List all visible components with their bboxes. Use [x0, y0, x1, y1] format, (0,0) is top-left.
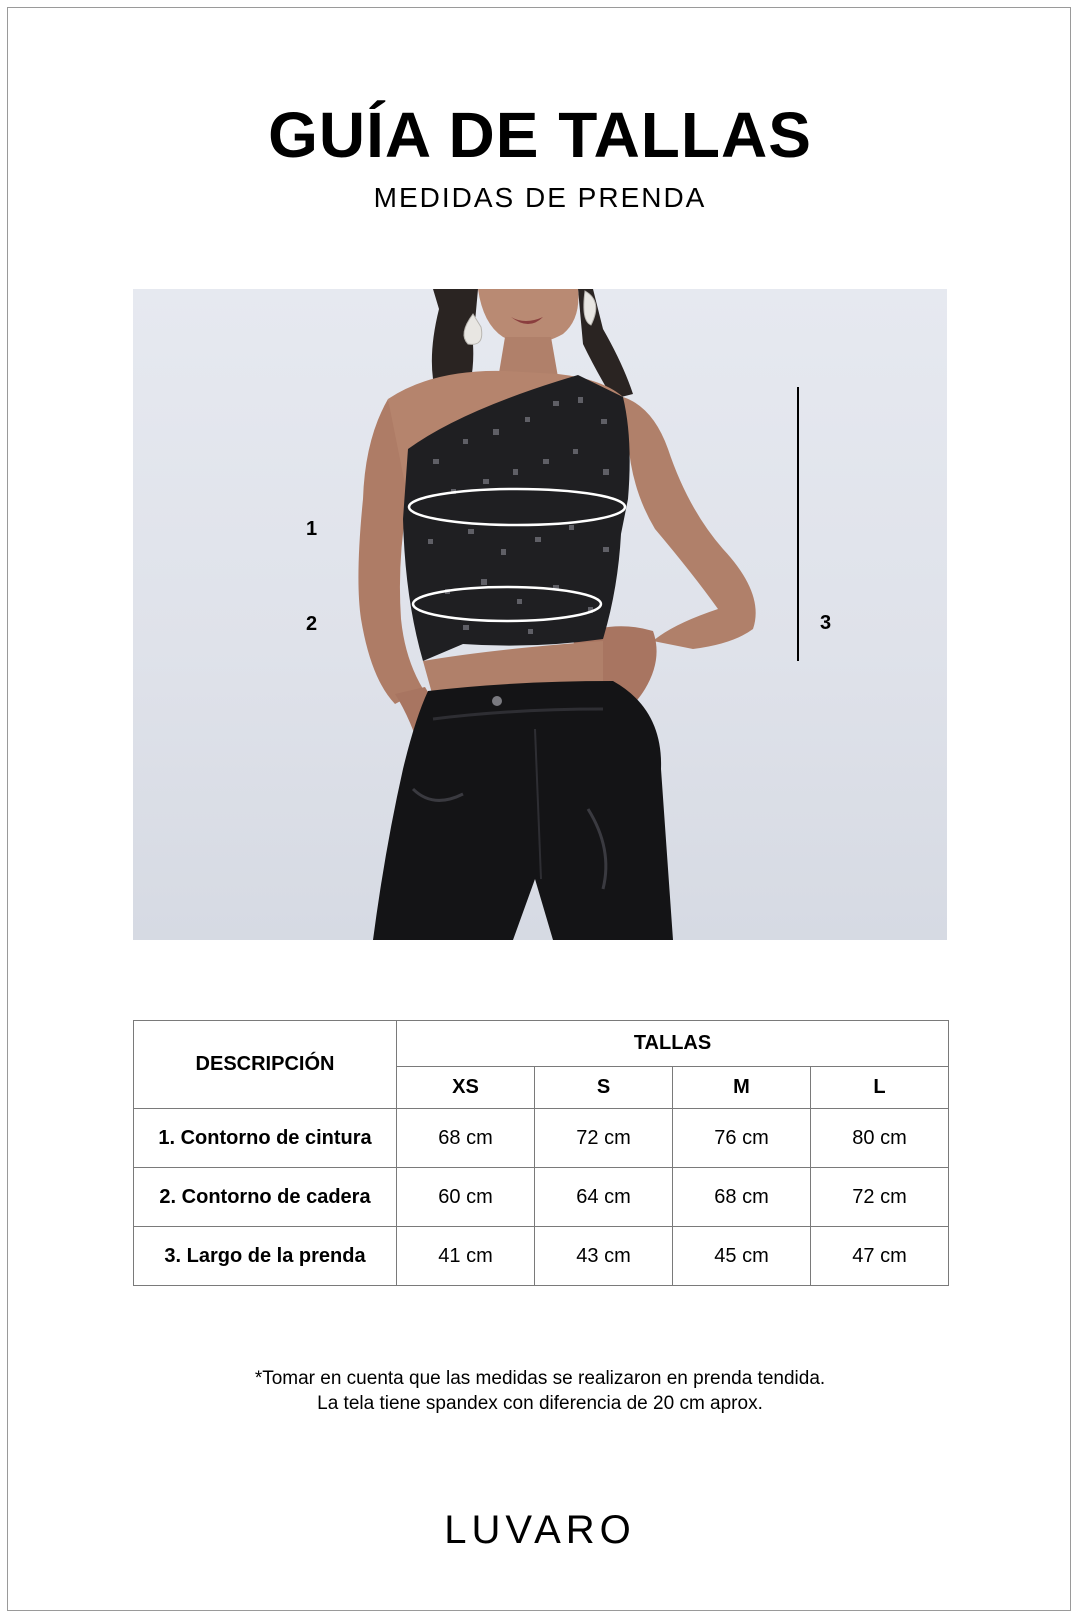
marker-2: 2 [306, 613, 318, 635]
size-table [133, 1020, 949, 1286]
note-line-1: *Tomar en cuenta que las medidas se realizaron en prenda tendida. [254, 1368, 826, 1389]
table-row [134, 1168, 949, 1227]
size-m-header: M [673, 1067, 811, 1109]
page-title: GUÍA DE TALLAS [268, 99, 812, 171]
size-l-header: L [811, 1067, 949, 1109]
row-label: 1. Contorno de cintura [134, 1109, 397, 1168]
marker-3: 3 [820, 612, 832, 634]
size-xs-header: XS [397, 1067, 535, 1109]
table-row [134, 1227, 949, 1286]
row-label: 3. Largo de la prenda [134, 1227, 397, 1286]
table-cell: 60 cm [397, 1168, 535, 1227]
table-cell: 76 cm [673, 1109, 811, 1168]
model-photo [133, 289, 947, 940]
sizes-header: TALLAS [397, 1021, 949, 1067]
table-row [134, 1109, 949, 1168]
table-cell: 45 cm [673, 1227, 811, 1286]
description-header: DESCRIPCIÓN [134, 1021, 397, 1109]
table-cell: 43 cm [535, 1227, 673, 1286]
table-cell: 47 cm [811, 1227, 949, 1286]
page-subtitle: MEDIDAS DE PRENDA [373, 182, 707, 213]
table-cell: 64 cm [535, 1168, 673, 1227]
table-cell: 72 cm [811, 1168, 949, 1227]
table-cell: 41 cm [397, 1227, 535, 1286]
note-line-2: La tela tiene spandex con diferencia de 20 cm aprox. [317, 1393, 763, 1414]
size-s-header: S [535, 1067, 673, 1109]
table-cell: 80 cm [811, 1109, 949, 1168]
table-cell: 68 cm [397, 1109, 535, 1168]
brand-logo: LUVARO [444, 1508, 636, 1552]
marker-1: 1 [306, 518, 318, 540]
table-cell: 72 cm [535, 1109, 673, 1168]
table-cell: 68 cm [673, 1168, 811, 1227]
row-label: 2. Contorno de cadera [134, 1168, 397, 1227]
